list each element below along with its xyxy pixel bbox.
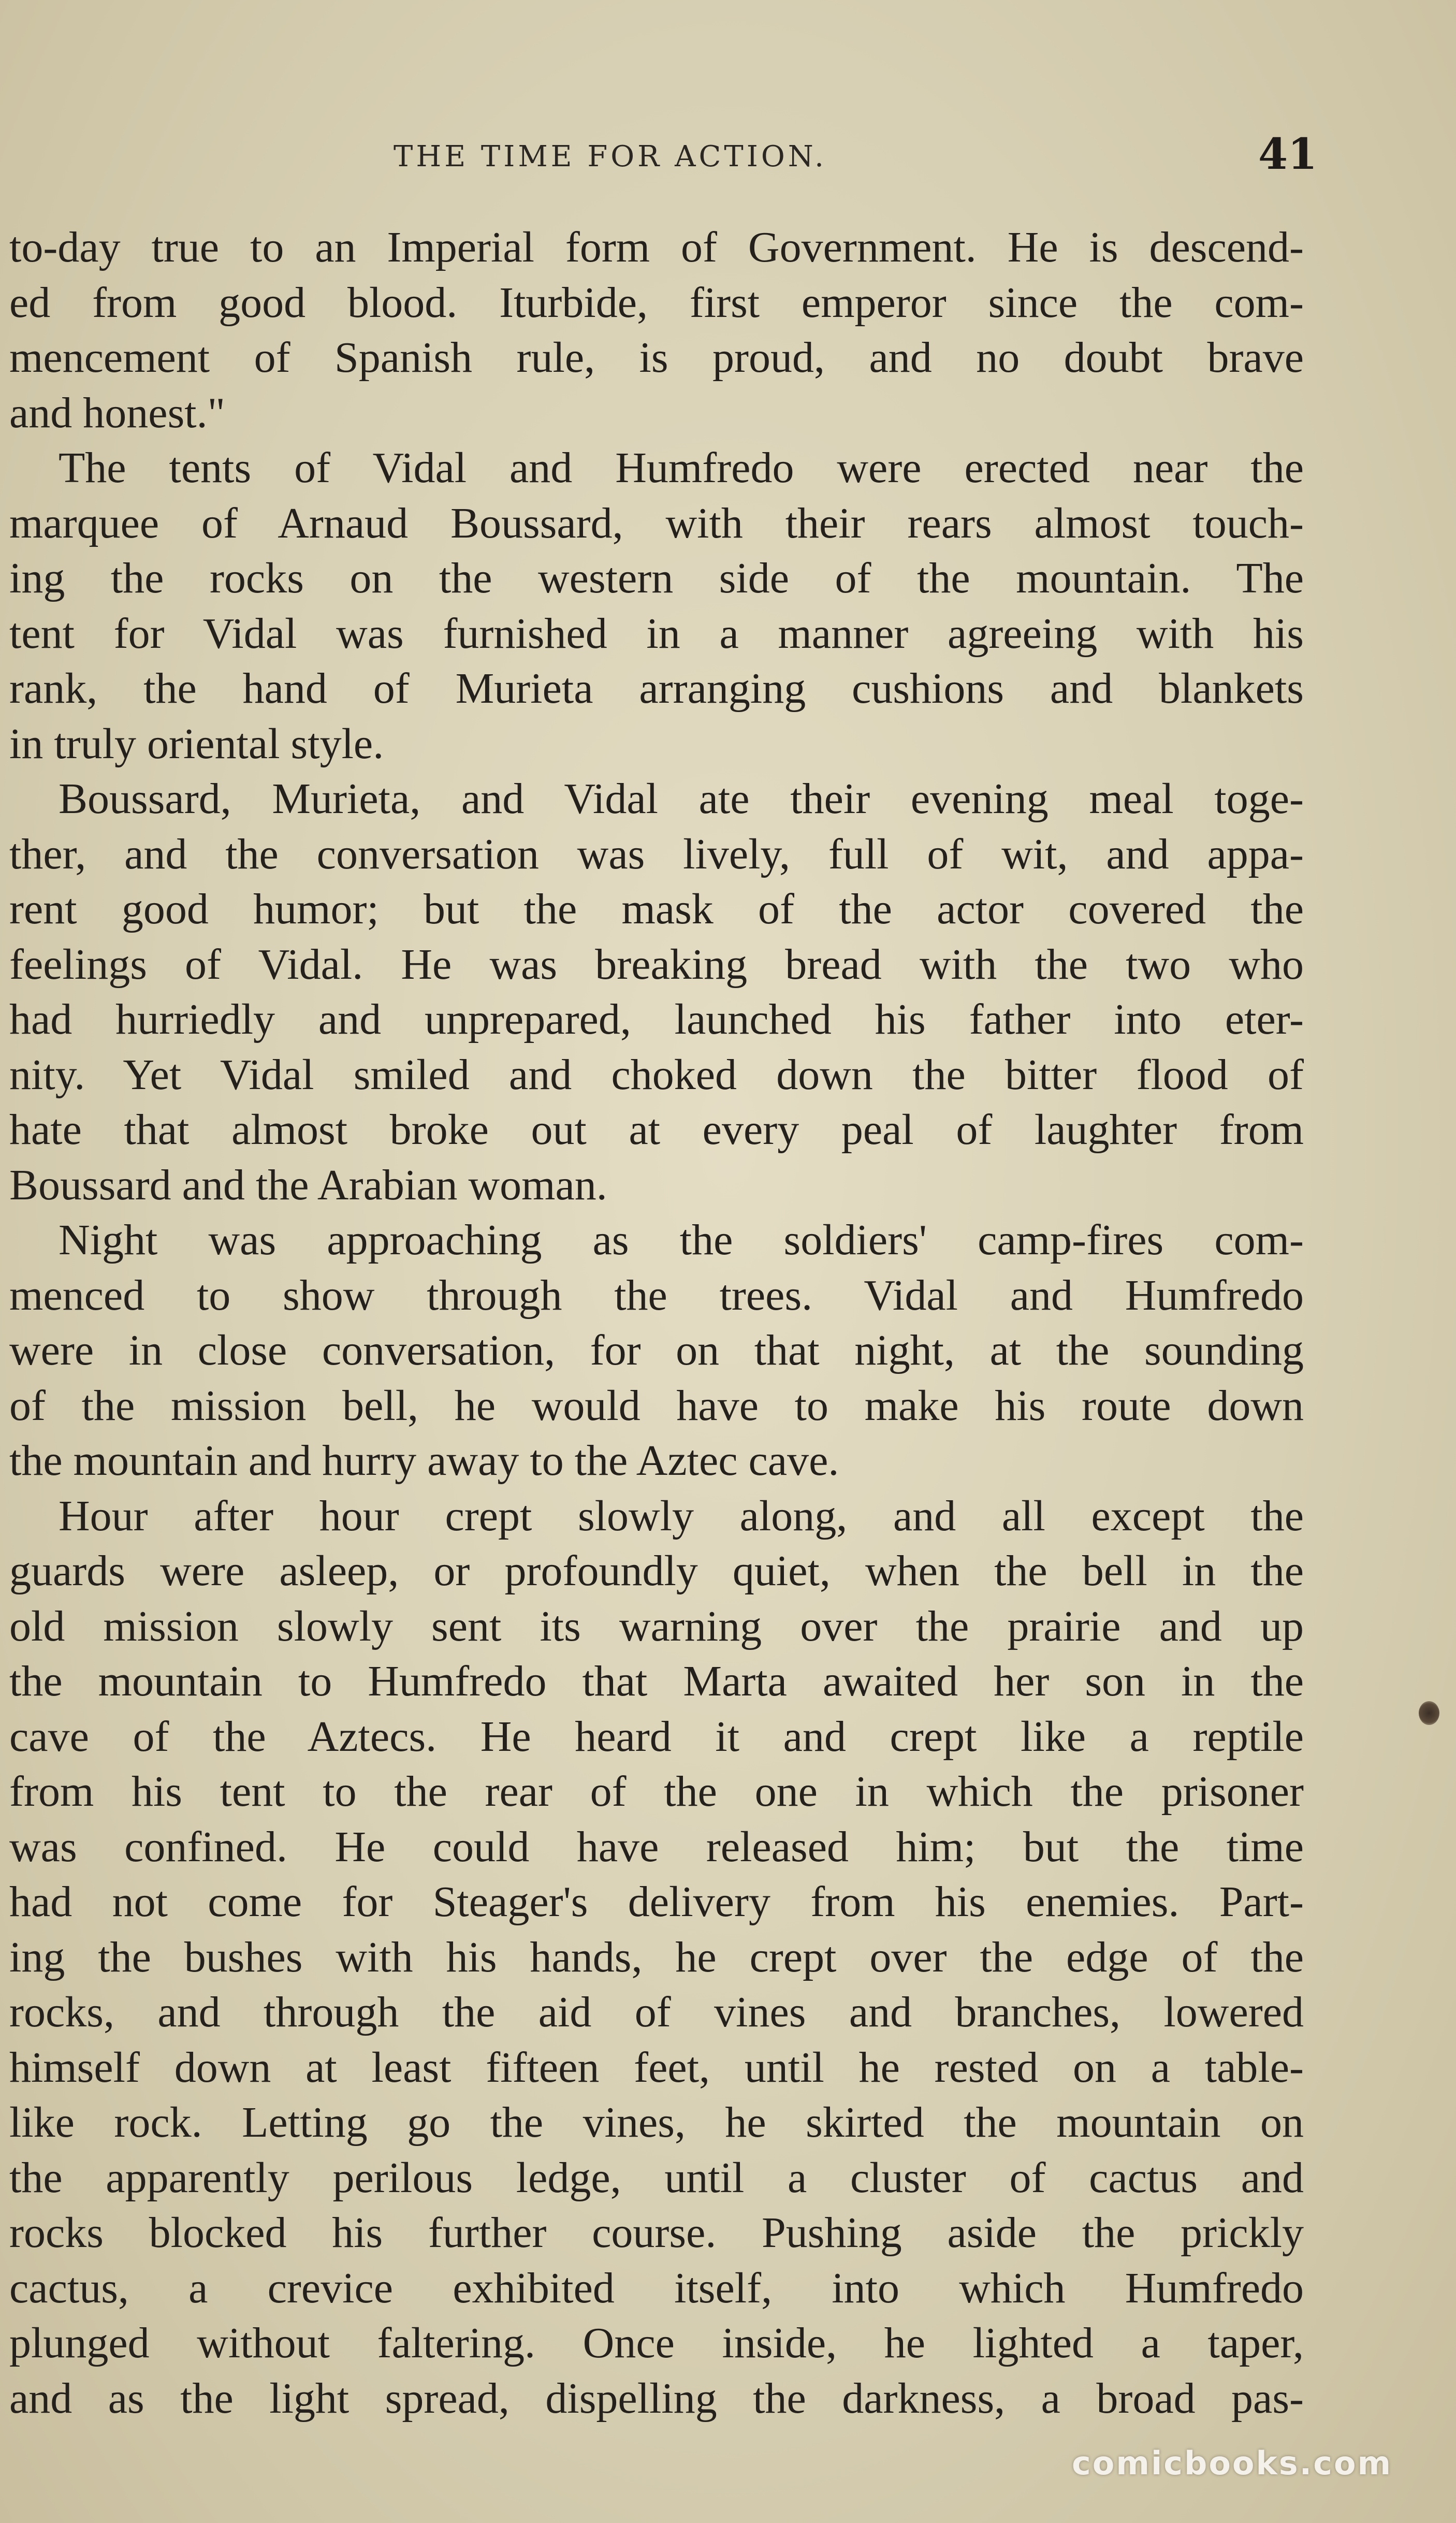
ink-stain	[1419, 1701, 1439, 1725]
text-line: old mission slowly sent its warning over the prairie and up	[9, 1602, 1304, 1650]
page-header	[0, 129, 1456, 186]
text-line: feelings of Vidal. He was breaking bread with the two who	[9, 940, 1304, 989]
text-line: menced to show through the trees. Vidal and Humfredo	[9, 1271, 1304, 1320]
text-line: hate that almost broke out at every peal of laughter from	[9, 1106, 1304, 1154]
text-line: had not come for Steager's delivery from his enemies. Part-	[9, 1878, 1304, 1926]
text-line: Boussard, Murieta, and Vidal ate their evening meal toge-	[59, 775, 1304, 823]
text-line: The tents of Vidal and Humfredo were erected near the	[59, 444, 1304, 492]
text-line: to-day true to an Imperial form of Government. He is descend-	[9, 223, 1304, 271]
text-line: rank, the hand of Murieta arranging cushions and blankets	[9, 664, 1304, 713]
text-line: in truly oriental style.	[9, 719, 384, 768]
text-line: ing the rocks on the western side of the mountain. The	[9, 554, 1304, 602]
text-line: cactus, a crevice exhibited itself, into which Humfredo	[9, 2264, 1304, 2312]
text-line: tent for Vidal was furnished in a manner agreeing with his	[9, 609, 1304, 658]
text-line: mencement of Spanish rule, is proud, and no doubt brave	[9, 334, 1304, 382]
text-line: were in close conversation, for on that night, at the sounding	[9, 1326, 1304, 1374]
text-line: ing the bushes with his hands, he crept over the edge of the	[9, 1933, 1304, 1981]
text-line: guards were asleep, or profoundly quiet, when the bell in the	[9, 1547, 1304, 1595]
running-title: THE TIME FOR ACTION.	[394, 140, 827, 173]
text-line: had hurriedly and unprepared, launched his father into eter-	[9, 995, 1304, 1043]
text-line: nity. Yet Vidal smiled and choked down the bitter flood of	[9, 1050, 1304, 1099]
text-line: Night was approaching as the soldiers' camp-fires com-	[59, 1216, 1304, 1264]
text-line: and as the light spread, dispelling the darkness, a broad pas-	[9, 2374, 1304, 2423]
watermark: comicbooks.com	[1072, 2444, 1393, 2482]
body-text	[9, 220, 1304, 2426]
text-line: ed from good blood. Iturbide, first emperor since the com-	[9, 278, 1304, 327]
text-line: plunged without faltering. Once inside, he lighted a taper,	[9, 2319, 1304, 2367]
text-line: ther, and the conversation was lively, full of wit, and appa-	[9, 830, 1304, 878]
text-line: and honest."	[9, 388, 225, 437]
text-line: rent good humor; but the mask of the actor covered the	[9, 885, 1304, 933]
text-line: Boussard and the Arabian woman.	[9, 1161, 607, 1209]
text-line: was confined. He could have released him; but the time	[9, 1822, 1304, 1871]
text-line: rocks blocked his further course. Pushing aside the prickly	[9, 2209, 1304, 2257]
text-line: himself down at least fifteen feet, until he rested on a table-	[9, 2043, 1304, 2092]
text-line: like rock. Letting go the vines, he skirted the mountain on	[9, 2098, 1304, 2147]
text-line: from his tent to the rear of the one in which the prisoner	[9, 1767, 1304, 1816]
text-line: Hour after hour crept slowly along, and all except the	[59, 1491, 1304, 1540]
text-line: the apparently perilous ledge, until a cluster of cactus and	[9, 2153, 1304, 2202]
text-line: cave of the Aztecs. He heard it and crept like a reptile	[9, 1712, 1304, 1761]
text-line: of the mission bell, he would have to make his route down	[9, 1381, 1304, 1430]
text-line: the mountain to Humfredo that Marta awaited her son in the	[9, 1657, 1304, 1705]
text-line: the mountain and hurry away to the Aztec cave.	[9, 1437, 839, 1485]
text-line: rocks, and through the aid of vines and branches, lowered	[9, 1988, 1304, 2036]
page-number: 41	[1258, 129, 1318, 179]
text-line: marquee of Arnaud Boussard, with their rears almost touch-	[9, 499, 1304, 547]
